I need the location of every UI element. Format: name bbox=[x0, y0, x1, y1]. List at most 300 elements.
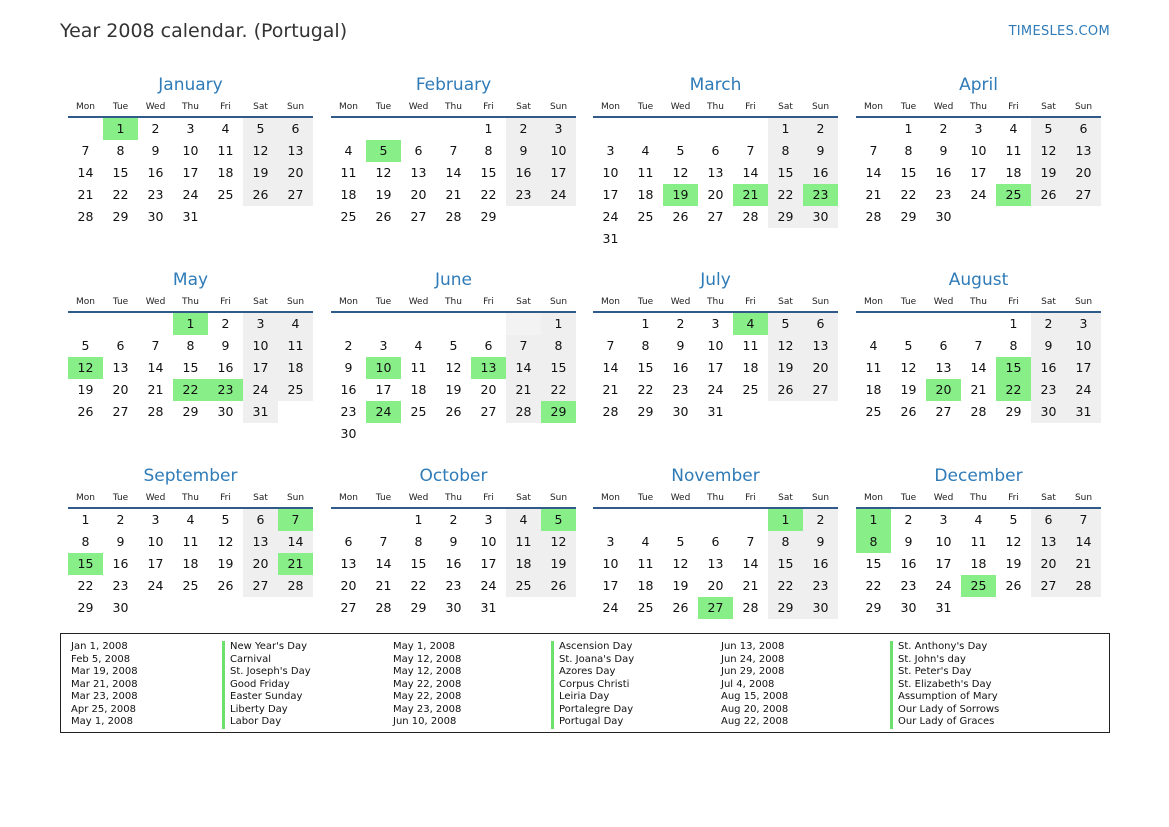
day-cell: 4 bbox=[1009, 121, 1018, 136]
day-cell: 13 bbox=[707, 556, 724, 571]
empty-cell bbox=[628, 228, 663, 250]
day-cell: 11 bbox=[506, 531, 541, 553]
day-cell: 29 bbox=[900, 209, 917, 224]
empty-cell bbox=[138, 313, 173, 335]
day-cell: 7 bbox=[379, 534, 388, 549]
day-cell: 15 bbox=[410, 556, 427, 571]
day-cell: 9 bbox=[676, 338, 685, 353]
day-cell: 20 bbox=[410, 187, 427, 202]
day-cell: 25 bbox=[182, 578, 199, 593]
day-grid bbox=[331, 118, 576, 228]
weekday-label: Sat bbox=[1041, 297, 1056, 307]
day-cell: 29 bbox=[1005, 404, 1022, 419]
day-cell: 3 bbox=[186, 121, 195, 136]
empty-cell bbox=[593, 509, 628, 531]
weekday-label: Thu bbox=[182, 102, 199, 112]
day-cell: 12 bbox=[217, 534, 234, 549]
day-cell: 22 bbox=[865, 578, 882, 593]
day-cell: 3 bbox=[484, 512, 493, 527]
weekday-label: Mon bbox=[601, 102, 620, 112]
day-cell: 14 bbox=[742, 165, 759, 180]
brand-link[interactable]: TIMESLES.COM bbox=[1008, 24, 1110, 39]
weekday-label: Wed bbox=[933, 493, 954, 503]
day-cell: 20 bbox=[1066, 162, 1101, 184]
day-cell: 5 bbox=[676, 534, 685, 549]
empty-cell bbox=[331, 509, 366, 531]
day-cell: 29 bbox=[637, 404, 654, 419]
legend-date: May 12, 2008 bbox=[393, 666, 462, 677]
day-cell: 5 bbox=[904, 338, 913, 353]
weekday-label: Sun bbox=[1074, 102, 1093, 112]
month-august bbox=[856, 267, 1101, 423]
day-cell: 4 bbox=[974, 512, 983, 527]
day-cell: 23 bbox=[506, 184, 541, 206]
day-cell: 26 bbox=[672, 209, 689, 224]
weekday-label: Wed bbox=[145, 102, 166, 112]
day-cell: 30 bbox=[217, 404, 234, 419]
day-cell: 20 bbox=[278, 162, 313, 184]
empty-cell bbox=[961, 597, 996, 619]
holiday-day-cell: 21 bbox=[278, 553, 313, 575]
day-cell: 28 bbox=[77, 209, 94, 224]
legend-date: May 23, 2008 bbox=[393, 703, 462, 715]
empty-cell bbox=[541, 423, 576, 445]
day-cell: 5 bbox=[1009, 512, 1018, 527]
weekday-label: Thu bbox=[970, 297, 987, 307]
month-february bbox=[331, 72, 576, 228]
weekday-label: Sun bbox=[811, 102, 830, 112]
day-cell: 7 bbox=[869, 143, 878, 158]
holiday-day-cell: 19 bbox=[663, 184, 698, 206]
day-cell: 25 bbox=[637, 600, 654, 615]
day-cell: 21 bbox=[445, 187, 462, 202]
day-cell: 2 bbox=[1031, 313, 1066, 335]
day-cell: 13 bbox=[278, 140, 313, 162]
day-cell: 15 bbox=[480, 165, 497, 180]
day-cell: 29 bbox=[768, 206, 803, 228]
holiday-day-cell: 21 bbox=[733, 184, 768, 206]
day-cell: 5 bbox=[221, 512, 230, 527]
day-cell: 14 bbox=[865, 165, 882, 180]
day-cell: 17 bbox=[480, 556, 497, 571]
day-cell: 13 bbox=[803, 335, 838, 357]
day-cell: 13 bbox=[935, 360, 952, 375]
day-cell: 2 bbox=[449, 512, 458, 527]
day-cell: 3 bbox=[606, 143, 615, 158]
day-cell: 2 bbox=[344, 338, 353, 353]
day-cell: 18 bbox=[637, 578, 654, 593]
weekday-label: Thu bbox=[970, 102, 987, 112]
weekday-label: Sun bbox=[549, 493, 568, 503]
empty-cell bbox=[1066, 597, 1101, 619]
day-cell: 19 bbox=[1005, 556, 1022, 571]
empty-cell bbox=[768, 401, 803, 423]
day-grid bbox=[331, 509, 576, 619]
month-name: June bbox=[434, 270, 473, 290]
holiday-day-cell: 20 bbox=[926, 379, 961, 401]
weekday-label: Wed bbox=[933, 102, 954, 112]
day-cell: 16 bbox=[803, 162, 838, 184]
weekday-label: Tue bbox=[637, 297, 654, 307]
empty-cell bbox=[541, 206, 576, 228]
day-cell: 8 bbox=[186, 338, 195, 353]
empty-cell bbox=[436, 118, 471, 140]
legend-holiday-name: Labor Day bbox=[222, 716, 311, 729]
empty-cell bbox=[331, 118, 366, 140]
weekday-header bbox=[856, 100, 1101, 118]
day-cell: 31 bbox=[182, 209, 199, 224]
day-grid bbox=[856, 509, 1101, 619]
day-cell: 14 bbox=[77, 165, 94, 180]
day-cell: 16 bbox=[147, 165, 164, 180]
day-cell: 25 bbox=[340, 209, 357, 224]
day-cell: 5 bbox=[449, 338, 458, 353]
day-grid bbox=[856, 118, 1101, 228]
day-cell: 7 bbox=[506, 335, 541, 357]
weekday-label: Sat bbox=[253, 493, 268, 503]
empty-cell bbox=[593, 118, 628, 140]
day-cell: 25 bbox=[217, 187, 234, 202]
empty-cell bbox=[628, 118, 663, 140]
day-cell: 25 bbox=[637, 209, 654, 224]
day-cell: 14 bbox=[375, 556, 392, 571]
day-cell: 25 bbox=[410, 404, 427, 419]
legend-holiday-name: Carnival bbox=[222, 654, 311, 667]
day-cell: 6 bbox=[344, 534, 353, 549]
legend-holiday-name: Good Friday bbox=[222, 679, 311, 692]
empty-cell bbox=[208, 597, 243, 619]
empty-cell bbox=[243, 597, 278, 619]
page-title: Year 2008 calendar. (Portugal) bbox=[60, 20, 348, 42]
day-cell: 25 bbox=[278, 379, 313, 401]
day-cell: 30 bbox=[803, 597, 838, 619]
weekday-label: Fri bbox=[1008, 102, 1019, 112]
day-cell: 22 bbox=[768, 184, 803, 206]
day-cell: 2 bbox=[803, 509, 838, 531]
weekday-label: Tue bbox=[112, 493, 129, 503]
day-cell: 3 bbox=[974, 121, 983, 136]
day-cell: 3 bbox=[541, 118, 576, 140]
day-cell: 30 bbox=[445, 600, 462, 615]
day-cell: 26 bbox=[217, 578, 234, 593]
day-cell: 3 bbox=[606, 534, 615, 549]
weekday-label: Sun bbox=[286, 297, 305, 307]
day-cell: 22 bbox=[541, 379, 576, 401]
weekday-header bbox=[593, 295, 838, 313]
holiday-day-cell: 1 bbox=[103, 118, 138, 140]
day-cell: 19 bbox=[541, 553, 576, 575]
day-cell: 7 bbox=[606, 338, 615, 353]
empty-cell bbox=[698, 118, 733, 140]
day-cell: 27 bbox=[707, 209, 724, 224]
day-cell: 14 bbox=[506, 357, 541, 379]
day-cell: 21 bbox=[77, 187, 94, 202]
empty-cell bbox=[506, 313, 541, 335]
day-cell: 30 bbox=[900, 600, 917, 615]
legend-holiday-name: Portugal Day bbox=[551, 716, 634, 729]
weekday-header bbox=[68, 491, 313, 509]
day-cell: 6 bbox=[1031, 509, 1066, 531]
legend-date: Jun 24, 2008 bbox=[721, 653, 785, 665]
legend-date: Mar 19, 2008 bbox=[71, 666, 138, 677]
day-cell: 15 bbox=[112, 165, 129, 180]
legend-date: May 1, 2008 bbox=[393, 641, 456, 652]
day-cell: 28 bbox=[865, 209, 882, 224]
day-grid bbox=[68, 118, 313, 228]
day-cell: 9 bbox=[506, 140, 541, 162]
empty-cell bbox=[996, 597, 1031, 619]
day-cell: 31 bbox=[480, 600, 497, 615]
day-cell: 16 bbox=[217, 360, 234, 375]
day-cell: 18 bbox=[340, 187, 357, 202]
day-cell: 29 bbox=[410, 600, 427, 615]
empty-cell bbox=[926, 313, 961, 335]
day-cell: 26 bbox=[768, 379, 803, 401]
legend-date: May 12, 2008 bbox=[393, 653, 462, 665]
day-cell: 28 bbox=[1066, 575, 1101, 597]
day-cell: 13 bbox=[1031, 531, 1066, 553]
day-cell: 28 bbox=[602, 404, 619, 419]
day-cell: 19 bbox=[672, 578, 689, 593]
weekday-label: Thu bbox=[445, 297, 462, 307]
day-cell: 10 bbox=[480, 534, 497, 549]
day-cell: 25 bbox=[506, 575, 541, 597]
holiday-day-cell: 22 bbox=[996, 379, 1031, 401]
weekday-label: Mon bbox=[339, 493, 358, 503]
day-cell: 11 bbox=[182, 534, 199, 549]
day-cell: 17 bbox=[1066, 357, 1101, 379]
empty-cell bbox=[506, 206, 541, 228]
day-cell: 24 bbox=[147, 578, 164, 593]
weekday-label: Sun bbox=[286, 102, 305, 112]
weekday-label: Fri bbox=[220, 493, 231, 503]
day-cell: 16 bbox=[900, 556, 917, 571]
day-cell: 30 bbox=[340, 426, 357, 441]
day-cell: 27 bbox=[243, 575, 278, 597]
weekday-label: Fri bbox=[483, 297, 494, 307]
day-cell: 26 bbox=[900, 404, 917, 419]
day-cell: 31 bbox=[1066, 401, 1101, 423]
weekday-label: Tue bbox=[900, 493, 917, 503]
day-cell: 11 bbox=[637, 556, 654, 571]
day-cell: 17 bbox=[602, 578, 619, 593]
day-cell: 18 bbox=[278, 357, 313, 379]
day-cell: 17 bbox=[970, 165, 987, 180]
day-cell: 4 bbox=[186, 512, 195, 527]
day-cell: 24 bbox=[602, 209, 619, 224]
day-cell: 11 bbox=[970, 534, 987, 549]
legend-date: Jan 1, 2008 bbox=[71, 641, 128, 652]
empty-cell bbox=[628, 509, 663, 531]
day-cell: 8 bbox=[484, 143, 493, 158]
legend-holiday-name: Our Lady of Sorrows bbox=[890, 704, 999, 717]
day-cell: 11 bbox=[1005, 143, 1022, 158]
day-cell: 26 bbox=[672, 600, 689, 615]
day-cell: 11 bbox=[278, 335, 313, 357]
day-cell: 23 bbox=[900, 578, 917, 593]
month-name: April bbox=[959, 75, 998, 95]
weekday-label: Fri bbox=[1008, 493, 1019, 503]
legend-holiday-name: Assumption of Mary bbox=[890, 691, 999, 704]
month-name: March bbox=[689, 75, 742, 95]
day-cell: 13 bbox=[243, 531, 278, 553]
day-cell: 21 bbox=[865, 187, 882, 202]
day-cell: 17 bbox=[602, 187, 619, 202]
empty-cell bbox=[961, 313, 996, 335]
holiday-day-cell: 4 bbox=[733, 313, 768, 335]
weekday-label: Sat bbox=[516, 493, 531, 503]
day-cell: 31 bbox=[935, 600, 952, 615]
day-cell: 23 bbox=[935, 187, 952, 202]
day-cell: 22 bbox=[480, 187, 497, 202]
legend-holiday-name: St. John's day bbox=[890, 654, 999, 667]
day-cell: 22 bbox=[900, 187, 917, 202]
month-july bbox=[593, 267, 838, 423]
day-cell: 24 bbox=[935, 578, 952, 593]
day-cell: 28 bbox=[147, 404, 164, 419]
weekday-label: Sat bbox=[253, 297, 268, 307]
holiday-day-cell: 10 bbox=[366, 357, 401, 379]
day-cell: 29 bbox=[77, 600, 94, 615]
day-cell: 2 bbox=[221, 316, 230, 331]
day-grid bbox=[68, 313, 313, 423]
legend-date: May 1, 2008 bbox=[71, 716, 134, 727]
holiday-day-cell: 15 bbox=[996, 357, 1031, 379]
day-cell: 24 bbox=[707, 382, 724, 397]
day-cell: 5 bbox=[768, 313, 803, 335]
day-cell: 30 bbox=[1031, 401, 1066, 423]
weekday-label: Wed bbox=[145, 297, 166, 307]
day-cell: 8 bbox=[116, 143, 125, 158]
month-name: February bbox=[415, 75, 492, 95]
weekday-header bbox=[856, 491, 1101, 509]
empty-cell bbox=[436, 423, 471, 445]
empty-cell bbox=[243, 206, 278, 228]
empty-cell bbox=[663, 228, 698, 250]
day-cell: 18 bbox=[1005, 165, 1022, 180]
day-cell: 19 bbox=[243, 162, 278, 184]
day-cell: 1 bbox=[414, 512, 423, 527]
day-cell: 16 bbox=[445, 556, 462, 571]
weekday-label: Wed bbox=[408, 493, 429, 503]
day-cell: 3 bbox=[379, 338, 388, 353]
day-cell: 1 bbox=[1009, 316, 1018, 331]
weekday-label: Thu bbox=[707, 493, 724, 503]
weekday-header bbox=[331, 100, 576, 118]
day-cell: 22 bbox=[410, 578, 427, 593]
day-cell: 27 bbox=[480, 404, 497, 419]
day-cell: 17 bbox=[147, 556, 164, 571]
day-cell: 21 bbox=[970, 382, 987, 397]
day-cell: 7 bbox=[449, 143, 458, 158]
day-cell: 20 bbox=[1031, 553, 1066, 575]
day-cell: 2 bbox=[803, 118, 838, 140]
holiday-day-cell: 24 bbox=[366, 401, 401, 423]
day-cell: 27 bbox=[1031, 575, 1066, 597]
weekday-label: Wed bbox=[670, 297, 691, 307]
empty-cell bbox=[768, 228, 803, 250]
day-cell: 30 bbox=[935, 209, 952, 224]
day-cell: 6 bbox=[116, 338, 125, 353]
day-cell: 18 bbox=[637, 187, 654, 202]
weekday-label: Tue bbox=[375, 102, 392, 112]
day-cell: 4 bbox=[344, 143, 353, 158]
legend-date: Apr 25, 2008 bbox=[71, 703, 137, 715]
weekday-label: Wed bbox=[670, 102, 691, 112]
day-cell: 23 bbox=[147, 187, 164, 202]
legend-holiday-name: St. Anthony's Day bbox=[890, 641, 999, 654]
day-cell: 14 bbox=[445, 165, 462, 180]
day-cell: 23 bbox=[672, 382, 689, 397]
weekday-label: Wed bbox=[408, 102, 429, 112]
day-cell: 28 bbox=[278, 575, 313, 597]
month-december bbox=[856, 463, 1101, 619]
empty-cell bbox=[1031, 206, 1066, 228]
day-cell: 15 bbox=[182, 360, 199, 375]
day-cell: 30 bbox=[112, 600, 129, 615]
day-cell: 16 bbox=[112, 556, 129, 571]
month-january bbox=[68, 72, 313, 228]
day-cell: 11 bbox=[865, 360, 882, 375]
weekday-label: Mon bbox=[864, 297, 883, 307]
weekday-label: Tue bbox=[900, 297, 917, 307]
weekday-label: Mon bbox=[339, 297, 358, 307]
weekday-label: Fri bbox=[745, 297, 756, 307]
weekday-label: Tue bbox=[375, 297, 392, 307]
day-cell: 11 bbox=[742, 338, 759, 353]
day-cell: 12 bbox=[541, 531, 576, 553]
holiday-day-cell: 23 bbox=[803, 184, 838, 206]
month-name: August bbox=[948, 270, 1009, 290]
day-cell: 10 bbox=[182, 143, 199, 158]
weekday-label: Sat bbox=[778, 493, 793, 503]
day-grid bbox=[593, 509, 838, 619]
day-cell: 15 bbox=[900, 165, 917, 180]
day-cell: 8 bbox=[768, 531, 803, 553]
day-cell: 23 bbox=[445, 578, 462, 593]
day-cell: 12 bbox=[445, 360, 462, 375]
empty-cell bbox=[733, 509, 768, 531]
day-cell: 16 bbox=[1031, 357, 1066, 379]
legend-holiday-name: St. Joseph's Day bbox=[222, 666, 311, 679]
weekday-label: Mon bbox=[76, 493, 95, 503]
day-grid bbox=[331, 313, 576, 445]
day-cell: 11 bbox=[637, 165, 654, 180]
day-cell: 9 bbox=[904, 534, 913, 549]
day-grid bbox=[856, 313, 1101, 423]
day-cell: 1 bbox=[484, 121, 493, 136]
weekday-label: Sun bbox=[549, 102, 568, 112]
weekday-label: Tue bbox=[637, 493, 654, 503]
day-cell: 14 bbox=[147, 360, 164, 375]
day-cell: 5 bbox=[81, 338, 90, 353]
day-cell: 1 bbox=[641, 316, 650, 331]
day-cell: 17 bbox=[707, 360, 724, 375]
weekday-label: Sun bbox=[811, 493, 830, 503]
weekday-label: Thu bbox=[707, 297, 724, 307]
weekday-label: Thu bbox=[182, 297, 199, 307]
day-cell: 3 bbox=[1066, 313, 1101, 335]
day-cell: 28 bbox=[375, 600, 392, 615]
day-cell: 1 bbox=[768, 118, 803, 140]
day-cell: 9 bbox=[803, 140, 838, 162]
day-cell: 22 bbox=[637, 382, 654, 397]
day-cell: 28 bbox=[742, 600, 759, 615]
empty-cell bbox=[961, 206, 996, 228]
day-cell: 9 bbox=[1031, 335, 1066, 357]
day-cell: 13 bbox=[340, 556, 357, 571]
day-cell: 2 bbox=[939, 121, 948, 136]
